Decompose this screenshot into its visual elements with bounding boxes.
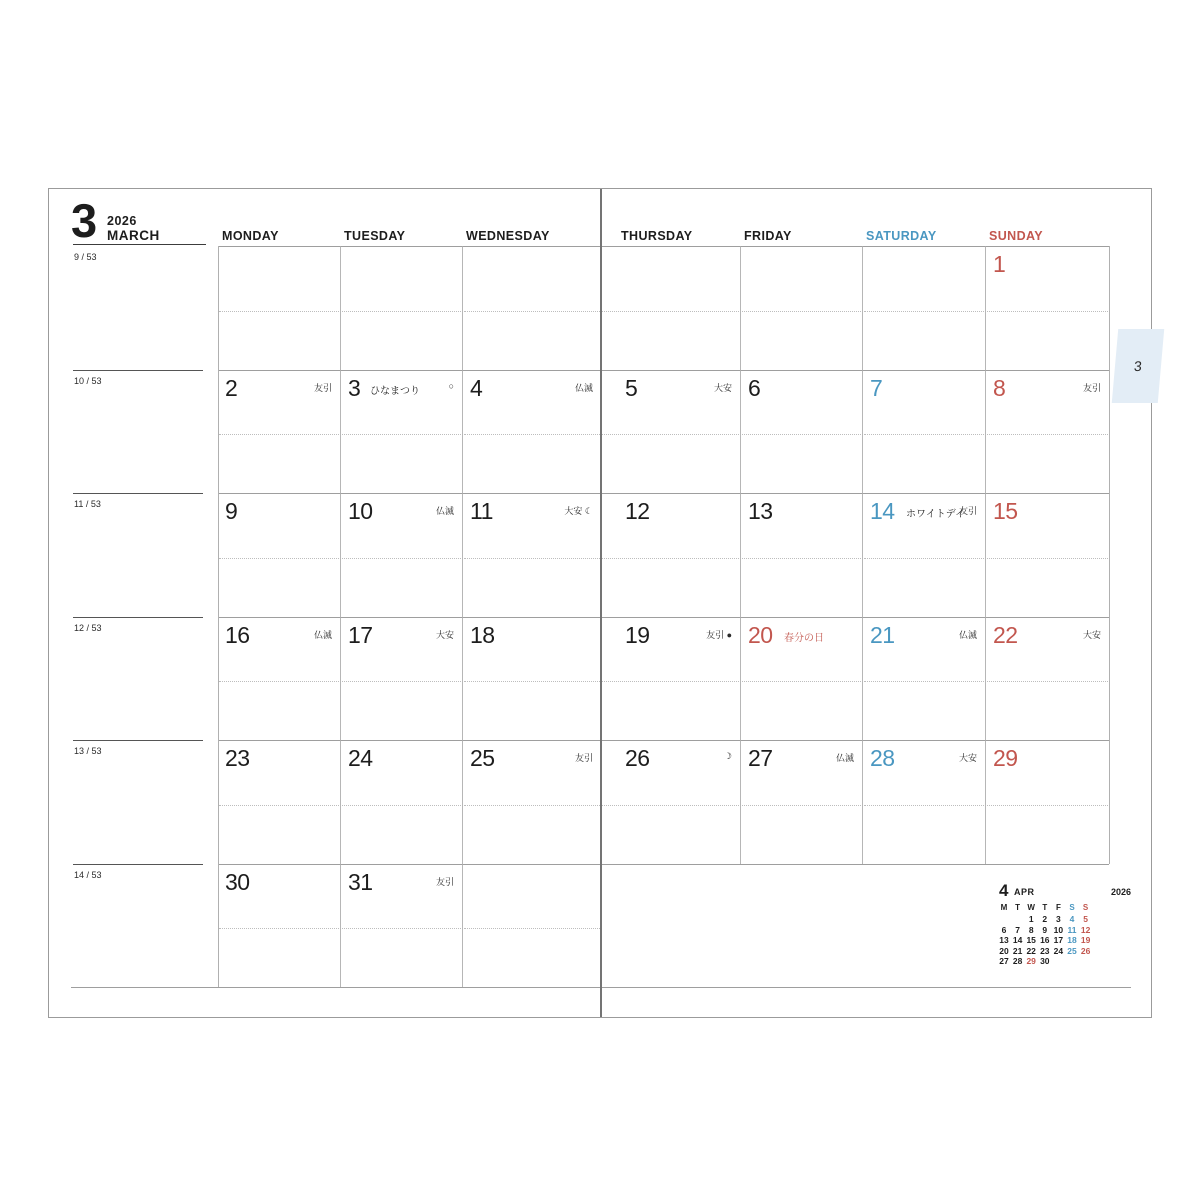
calendar-cell[interactable]: [985, 493, 1109, 617]
calendar-cell[interactable]: [462, 370, 601, 494]
calendar-cell[interactable]: [218, 617, 340, 741]
calendar-cell[interactable]: [740, 493, 862, 617]
page-gutter-line: [600, 189, 602, 1017]
cell-dotted-line: [602, 311, 739, 312]
calendar-cell[interactable]: [218, 493, 340, 617]
rokuyo-moon-label: 大安: [435, 629, 454, 640]
cell-dotted-line: [219, 928, 339, 929]
cell-dotted-line: [987, 805, 1108, 806]
mini-date: 7: [1015, 924, 1020, 935]
rokuyo-moon-label: 友引 ●: [706, 629, 732, 640]
calendar-cell[interactable]: [601, 246, 740, 370]
date-number: 7: [870, 374, 883, 401]
calendar-cell[interactable]: [862, 617, 985, 741]
date-number: 11: [470, 498, 493, 524]
cell-dotted-line: [464, 434, 600, 435]
mini-date: 23: [1040, 945, 1050, 956]
date-number: 1: [993, 251, 1006, 277]
mini-date: 19: [1080, 935, 1091, 945]
date-number: 25: [470, 745, 495, 771]
date-number: 15: [993, 498, 1018, 524]
calendar-cell[interactable]: [740, 617, 862, 741]
month-name-label: MARCH: [107, 228, 160, 243]
planner-spread: [48, 188, 1152, 1018]
cell-dotted-line: [342, 434, 461, 435]
date-number: 23: [225, 745, 250, 771]
date-number: 17: [348, 621, 373, 648]
mini-weekday-label: F: [1055, 903, 1061, 912]
calendar-cell[interactable]: [862, 370, 985, 494]
calendar-cell[interactable]: [985, 370, 1109, 494]
date-number: 31: [348, 868, 373, 895]
date-note: ひなまつり: [370, 385, 420, 397]
mini-date: 4: [1069, 914, 1075, 924]
cell-dotted-line: [464, 805, 600, 806]
mini-date: 30: [1040, 956, 1050, 966]
cell-dotted-line: [742, 434, 861, 435]
date-number: 26: [625, 745, 650, 771]
mini-date: 8: [1028, 924, 1034, 935]
rokuyo-moon-label: 友引: [313, 382, 332, 393]
rokuyo-moon-label: 友引: [958, 506, 977, 516]
calendar-cell[interactable]: [601, 493, 740, 617]
mini-year: 2026: [1110, 887, 1131, 897]
cell-dotted-line: [602, 805, 739, 806]
day-header-tuesday: TUESDAY: [344, 229, 406, 243]
day-header-friday: FRIDAY: [744, 229, 792, 243]
calendar-cell[interactable]: [340, 740, 462, 864]
mini-date: 3: [1056, 914, 1061, 924]
cell-dotted-line: [464, 311, 600, 312]
mini-weekday-label: W: [1027, 903, 1035, 912]
mini-date: 22: [1026, 945, 1036, 956]
mini-date: 26: [1080, 945, 1091, 956]
grid-right-edge: [1109, 246, 1110, 864]
date-number: 14: [870, 498, 895, 524]
cell-dotted-line: [742, 805, 861, 806]
mini-weekday-label: S: [1069, 903, 1075, 912]
rokuyo-moon-label: ☽: [723, 751, 732, 761]
calendar-cell[interactable]: [462, 246, 601, 370]
cell-dotted-line: [342, 805, 461, 806]
calendar-cell[interactable]: [985, 246, 1109, 370]
cell-dotted-line: [219, 805, 339, 806]
date-number: 4: [470, 374, 483, 401]
calendar-cell[interactable]: [862, 493, 985, 617]
calendar-cell[interactable]: [740, 246, 862, 370]
date-number: 19: [625, 621, 650, 648]
cell-dotted-line: [864, 558, 984, 559]
mini-date: 12: [1080, 924, 1091, 935]
mini-date: 2: [1042, 914, 1048, 924]
calendar-cell[interactable]: [985, 617, 1109, 741]
cell-dotted-line: [464, 681, 600, 682]
calendar-cell[interactable]: [218, 370, 340, 494]
mini-date: 14: [1012, 935, 1023, 945]
rokuyo-moon-label: 仏滅: [435, 506, 454, 516]
calendar-cell[interactable]: [740, 370, 862, 494]
mini-date: 5: [1083, 914, 1088, 924]
cell-dotted-line: [864, 681, 984, 682]
week-number: 9 / 53: [74, 252, 97, 262]
date-number: 3: [348, 374, 361, 401]
cell-dotted-line: [987, 434, 1108, 435]
cell-dotted-line: [742, 311, 861, 312]
rokuyo-moon-label: 友引: [574, 753, 593, 763]
mini-date: 25: [1067, 945, 1077, 956]
rokuyo-moon-label: 友引: [435, 876, 454, 887]
week-number: 14 / 53: [74, 869, 102, 880]
cell-dotted-line: [342, 681, 461, 682]
mini-date: 6: [1001, 924, 1007, 935]
cell-dotted-line: [864, 805, 984, 806]
calendar-cell[interactable]: [340, 370, 462, 494]
month-tab[interactable]: [1112, 329, 1164, 403]
cell-dotted-line: [342, 558, 461, 559]
calendar-cell[interactable]: [340, 617, 462, 741]
day-header-monday: MONDAY: [222, 229, 279, 243]
title-rule: [73, 244, 206, 245]
date-number: 5: [625, 374, 638, 401]
calendar-cell[interactable]: [462, 493, 601, 617]
right-page-bottom-line: [601, 864, 1109, 865]
mini-weekday-label: M: [1000, 903, 1008, 912]
week-number: 11 / 53: [74, 499, 101, 509]
rokuyo-moon-label: 仏滅: [958, 629, 977, 640]
grid-left-edge: [218, 246, 219, 987]
rokuyo-moon-label: 仏滅: [313, 629, 332, 640]
cell-dotted-line: [219, 434, 339, 435]
date-note: 春分の日: [784, 632, 824, 644]
date-number: 30: [225, 868, 250, 895]
date-number: 22: [993, 621, 1018, 648]
mini-date: 13: [999, 935, 1009, 945]
date-number: 24: [348, 745, 373, 771]
calendar-cell[interactable]: [218, 740, 340, 864]
week-rule: [73, 740, 203, 741]
calendar-cell[interactable]: [218, 246, 340, 370]
cell-dotted-line: [602, 434, 739, 435]
mini-date: 10: [1053, 924, 1064, 935]
week-number: 12 / 53: [74, 622, 102, 633]
mini-date: 21: [1012, 945, 1023, 956]
date-number: 18: [470, 621, 495, 648]
calendar-cell[interactable]: [985, 740, 1109, 864]
cell-dotted-line: [987, 311, 1108, 312]
cell-dotted-line: [464, 558, 600, 559]
mini-date: 28: [1012, 956, 1023, 966]
date-number: 6: [748, 374, 761, 401]
mini-date: 20: [999, 945, 1009, 956]
next-month-mini-calendar: [997, 881, 1131, 977]
day-header-wednesday: WEDNESDAY: [466, 229, 550, 243]
cell-dotted-line: [219, 311, 339, 312]
date-number: 13: [748, 498, 773, 524]
calendar-cell[interactable]: [862, 246, 985, 370]
week-rule: [73, 493, 203, 494]
date-number: 12: [625, 498, 650, 524]
cell-dotted-line: [219, 681, 339, 682]
rokuyo-moon-label: 仏滅: [835, 753, 854, 763]
calendar-cell[interactable]: [601, 617, 740, 741]
cell-dotted-line: [987, 681, 1108, 682]
date-number: 27: [748, 745, 773, 771]
date-note: ホワイトデイ: [906, 509, 965, 520]
week-number: 13 / 53: [74, 746, 102, 756]
cell-dotted-line: [864, 434, 984, 435]
cell-dotted-line: [987, 558, 1108, 559]
week-rule: [73, 370, 203, 371]
date-number: 10: [348, 498, 373, 524]
mini-date: 24: [1053, 945, 1064, 956]
cell-dotted-line: [864, 311, 984, 312]
year-label: 2026: [107, 214, 137, 228]
mini-month-abbr: APR: [1014, 887, 1035, 897]
cell-dotted-line: [742, 681, 861, 682]
date-number: 9: [225, 498, 238, 524]
cell-dotted-line: [602, 681, 739, 682]
date-number: 28: [870, 745, 895, 771]
calendar-cell[interactable]: [601, 370, 740, 494]
rokuyo-moon-label: ○: [448, 380, 454, 391]
cell-dotted-line: [342, 928, 461, 929]
calendar-cell[interactable]: [462, 617, 601, 741]
calendar-cell[interactable]: [740, 740, 862, 864]
cell-dotted-line: [602, 558, 739, 559]
week-number: 10 / 53: [74, 375, 102, 386]
mini-date: 18: [1067, 935, 1077, 945]
calendar-cell[interactable]: [340, 493, 462, 617]
day-header-sunday: SUNDAY: [989, 229, 1044, 243]
mini-month-number: 4: [999, 881, 1009, 900]
calendar-cell[interactable]: [601, 740, 740, 864]
mini-weekday-label: T: [1042, 903, 1048, 912]
date-number: 8: [993, 374, 1006, 401]
mini-weekday-label: S: [1082, 903, 1089, 912]
mini-date: 1: [1028, 914, 1034, 924]
calendar-cell[interactable]: [340, 246, 462, 370]
mini-date: 27: [999, 956, 1009, 966]
rokuyo-moon-label: 大安 ☾: [564, 506, 593, 516]
mini-date: 17: [1053, 935, 1064, 945]
month-tab-label: 3: [1133, 358, 1143, 374]
rokuyo-moon-label: 仏滅: [574, 382, 593, 393]
rokuyo-moon-label: 大安: [713, 382, 732, 393]
mini-date: 16: [1040, 935, 1050, 945]
date-number: 21: [870, 621, 895, 648]
day-header-saturday: SATURDAY: [866, 229, 937, 243]
calendar-cell[interactable]: [862, 740, 985, 864]
calendar-cell[interactable]: [462, 864, 601, 988]
date-number: 20: [748, 621, 773, 648]
calendar-cell[interactable]: [218, 864, 340, 988]
cell-dotted-line: [742, 558, 861, 559]
month-number: 3: [71, 194, 97, 247]
mini-date: 29: [1026, 956, 1036, 966]
cell-dotted-line: [464, 928, 600, 929]
cell-dotted-line: [342, 311, 461, 312]
week-rule: [73, 617, 203, 618]
date-number: 16: [225, 621, 250, 648]
mini-date: 11: [1067, 924, 1077, 935]
calendar-cell[interactable]: [462, 740, 601, 864]
mini-date: 15: [1026, 935, 1036, 945]
date-number: 2: [225, 374, 238, 401]
date-number: 29: [993, 745, 1018, 771]
rokuyo-moon-label: 友引: [1082, 382, 1101, 393]
rokuyo-moon-label: 大安: [958, 753, 977, 763]
day-header-thursday: THURSDAY: [621, 229, 693, 243]
mini-date: 9: [1042, 924, 1048, 935]
calendar-cell[interactable]: [340, 864, 462, 988]
rokuyo-moon-label: 大安: [1082, 629, 1101, 640]
week-rule: [73, 864, 203, 865]
cell-dotted-line: [219, 558, 339, 559]
mini-weekday-label: T: [1015, 903, 1021, 912]
